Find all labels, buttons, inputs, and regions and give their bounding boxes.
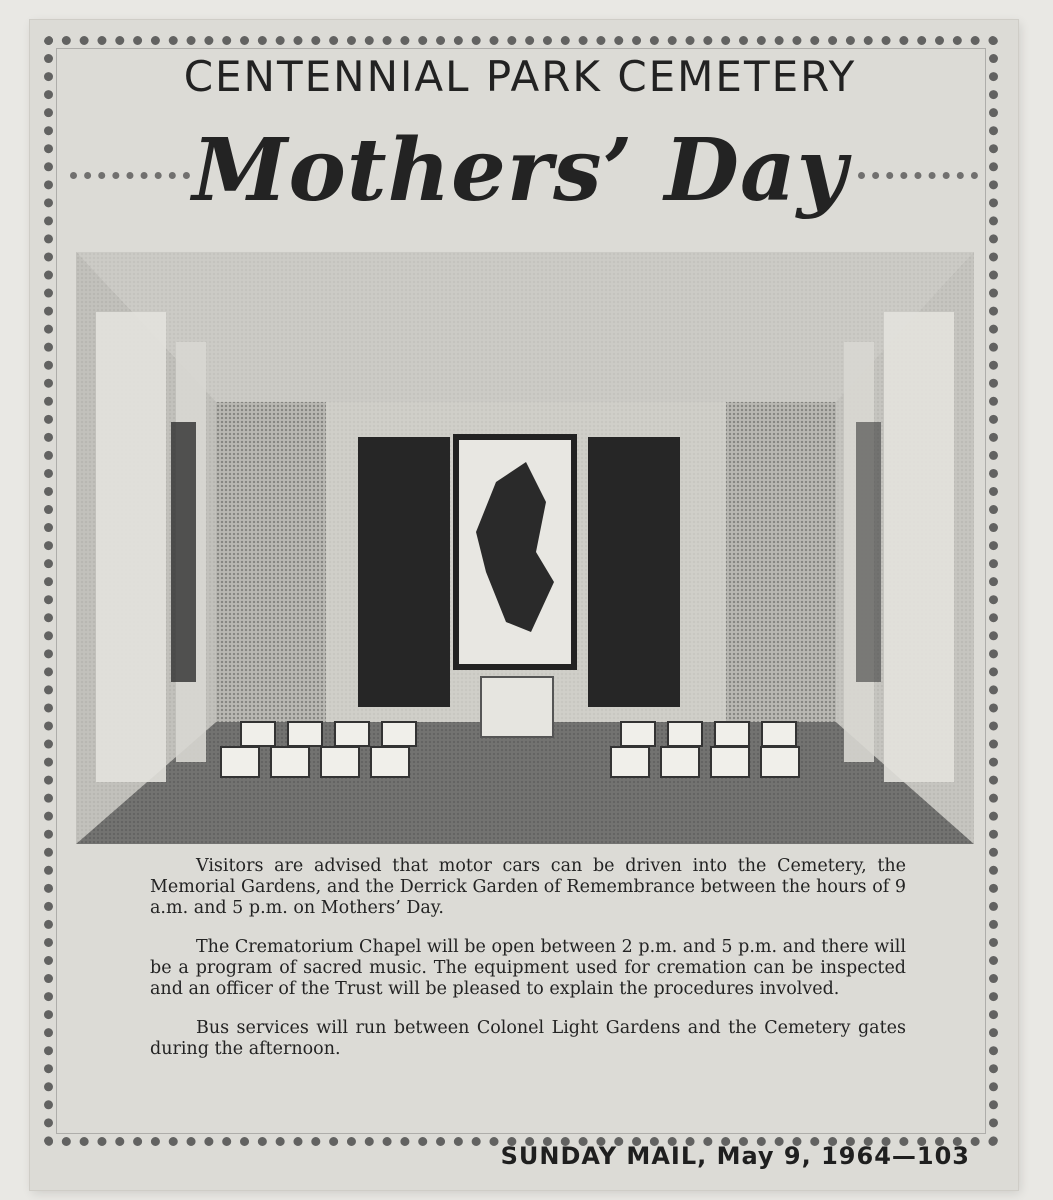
article-body (150, 856, 906, 1078)
paragraph-motor-cars: Visitors are advised that motor cars can be driven into the Cemetery, the Memorial Gardens, and the Derrick Garden of Remembrance between the hours of 9 a.m. and 5 p.m. on Mothers’ Day. (150, 856, 906, 918)
publication-footer: SUNDAY MAIL, May 9, 1964—103 (500, 1142, 970, 1170)
paragraph-bus-services: Bus services will run between Colonel Light Gardens and the Cemetery gates during the afternoon. (150, 1018, 906, 1059)
mothers-day-title: Mothers’ Day (192, 120, 848, 221)
chapel-interior-illustration (76, 252, 974, 844)
chapel-photograph (76, 252, 974, 844)
cemetery-heading: CENTENNIAL PARK CEMETERY (183, 52, 857, 101)
paragraph-crematorium: The Crematorium Chapel will be open between 2 p.m. and 5 p.m. and there will be a program of sacred music. The equipment used for cremation can be inspected and an officer of the Trust will be pleased to explain the procedures involved. (150, 937, 906, 999)
